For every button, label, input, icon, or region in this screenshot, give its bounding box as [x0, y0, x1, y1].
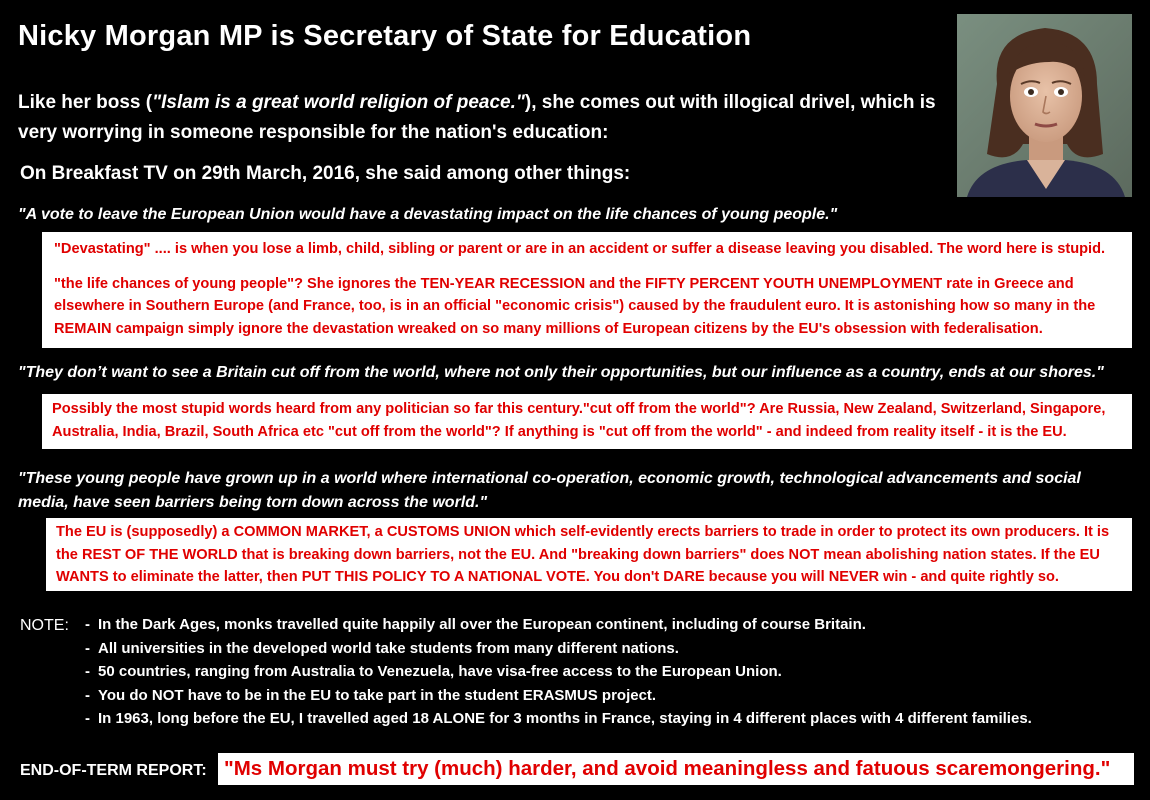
bullet-dash: - — [85, 663, 90, 681]
quote-1: "A vote to leave the European Union would have a devastating impact on the life chances of young people." — [18, 206, 838, 223]
comment-box-2 — [42, 394, 1132, 449]
list-item — [85, 684, 1032, 708]
note-label: NOTE: — [20, 617, 69, 634]
comment-2: Possibly the most stupid words heard from any politician so far this century."cut off from the world"? Are Russia, New Zealand, Switzerland, Singapore, Australia, India, Brazil, South Africa etc "cut off from the world"? If anything is "cut off from the world" - and indeed from reality itself - it is the EU. — [52, 401, 1106, 440]
comment-3: The EU is (supposedly) a COMMON MARKET, a CUSTOMS UNION which self-evidently erects barriers to trade in order to protect its own producers. It is the REST OF THE WORLD that is breaking down barriers, not the EU. And "breaking down barriers" does NOT mean abolishing nation states. If the EU WANTS to eliminate the latter, then PUT THIS POLICY TO A NATIONAL VOTE. You don't DARE because you will NEVER win - and quite rightly so. — [56, 524, 1110, 585]
bullet-dash: - — [85, 639, 90, 657]
bullet-dash: - — [85, 616, 90, 633]
comment-box-3 — [46, 518, 1132, 591]
subheading: On Breakfast TV on 29th March, 2016, she said among other things: — [20, 163, 631, 184]
intro-paragraph — [18, 88, 948, 148]
comment-1b: "the life chances of young people"? She ignores the TEN-YEAR RECESSION and the FIFTY PERCENT YOUTH UNEMPLOYMENT rate in Greece and elsewhere in Southern Europe (and France, too, is in an official "economic crisis") caused by the fraudulent euro. It is astonishing how so many in the REMAIN campaign simply ignore the devastation wreaked on so many millions of European citizens by the EU's obsession with federalisation. — [54, 275, 1096, 337]
note-text: You do NOT have to be in the EU to take part in the student ERASMUS project. — [98, 686, 657, 704]
report-text: "Ms Morgan must try (much) harder, and avoid meaningless and fatuous scaremongering." — [218, 753, 1134, 785]
note-text: In the Dark Ages, monks travelled quite happily all over the European continent, including of course Britain. — [98, 616, 866, 633]
quote-3: "These young people have grown up in a world where international co-operation, economic growth, technological advancements and social media, have seen barriers being torn down across the world." — [18, 470, 1081, 511]
note-text: In 1963, long before the EU, I travelled aged 18 ALONE for 3 months in France, staying in 4 different places with 4 different families. — [98, 710, 1032, 728]
list-item — [85, 660, 1032, 684]
comment-1a: "Devastating" .... is when you lose a limb, child, sibling or parent or are in an accident or suffer a disease leaving you disabled. The word here is stupid. — [54, 241, 1106, 257]
quote-2: "They don’t want to see a Britain cut off from the world, where not only their opportunities, but our influence as a country, ends at our shores." — [18, 364, 1104, 381]
note-text: All universities in the developed world take students from many different nations. — [98, 639, 679, 657]
intro-quote: "Islam is a great world religion of peace." — [152, 92, 525, 113]
intro-post: ), she comes out with illogical drivel, which is very worrying in someone responsible for the nation's education: — [18, 92, 936, 143]
intro-pre: Like her boss ( — [18, 92, 153, 113]
note-list — [85, 613, 1032, 731]
note-text: 50 countries, ranging from Australia to Venezuela, have visa-free access to the European Union. — [98, 663, 782, 681]
list-item — [85, 637, 1032, 661]
bullet-dash: - — [85, 686, 90, 704]
list-item — [85, 707, 1032, 731]
comment-box-1 — [42, 232, 1132, 348]
bullet-dash: - — [85, 710, 90, 728]
list-item — [85, 613, 1032, 637]
report-label: END-OF-TERM REPORT: — [20, 762, 207, 779]
page-title: Nicky Morgan MP is Secretary of State for Education — [18, 20, 752, 52]
portrait-photo — [957, 14, 1132, 197]
portrait-illustration — [957, 14, 1132, 197]
